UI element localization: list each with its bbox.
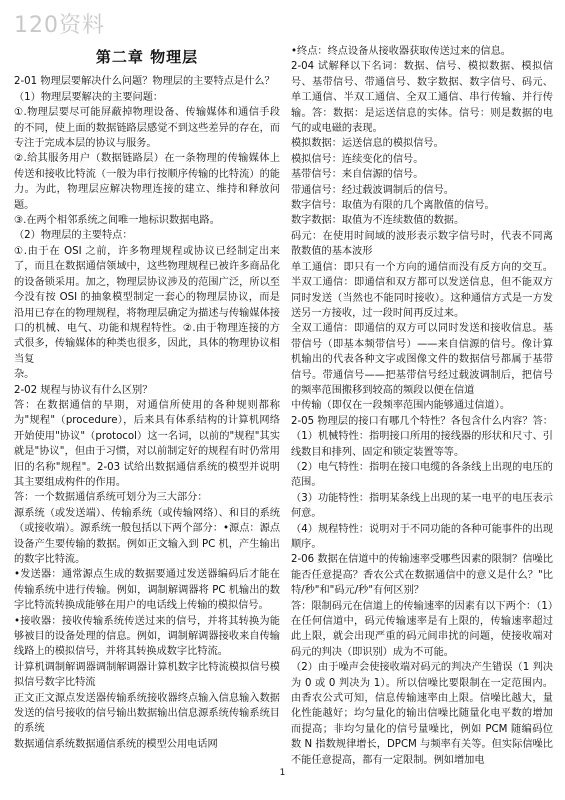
paragraph: 码元：在使用时间域的波形表示数字信号时，代表不同离散数值的基本波形 bbox=[291, 230, 553, 258]
paragraph: 基带信号：来自信源的信号。 bbox=[291, 169, 424, 181]
paragraph: 2-02 规程与协议有什么区别？ bbox=[14, 384, 153, 396]
paragraph: •发送器：通常源点生成的数据要通过发送器编码后才能在传输系统中进行传输。例如，调制解调器将 PC 机输出的数字比特流转换成能够在用户的电话线上传输的模拟信号。 bbox=[14, 569, 280, 612]
right-column bbox=[291, 44, 553, 768]
paragraph: （2）物理层的主要特点： bbox=[14, 230, 133, 242]
paragraph: 2-05 物理层的接口有哪几个特性？各包含什么内容？答：（1）机械特性：指明接口所用的接线器的形状和尺寸、引线数目和排列、固定和锁定装置等等。 bbox=[291, 415, 553, 458]
paragraph: •终点：终点设备从接收器获取传送过来的信息。 bbox=[291, 46, 511, 57]
paragraph: 数字信号：取值为有限的几个离散值的信号。 bbox=[291, 200, 495, 212]
paragraph: 答：限制码元在信道上的传输速率的因素有以下两个：（1）在任何信道中，码元传输速率是有上限的，传输速率超过此上限，就会出现严重的码元间串扰的问题，使接收端对码元的判决（即识别）成为不可能。 bbox=[291, 600, 553, 658]
paragraph: 模拟信号：连续变化的信号。 bbox=[291, 153, 424, 165]
chapter-title: 第二章 物理层 bbox=[95, 48, 199, 66]
paragraph: ①.物理层要尽可能屏蔽掉物理设备、传输媒体和通信手段的不同，使上面的数据链路层感觉不到这些差异的存在，而专注于完成本层的协议与服务。 bbox=[14, 107, 280, 150]
paragraph: ②.给其服务用户（数据链路层）在一条物理的传输媒体上传送和接收比特流（一般为串行按顺序传输的比特流）的能力。为此，物理层应解决物理连接的建立、维持和释放问题。 bbox=[14, 153, 280, 211]
paragraph: 数字数据：取值为不连续数值的数据。 bbox=[291, 215, 465, 227]
paragraph: 单工通信：即只有一个方向的通信而没有反方向的交互。半双工通信：即通信和双方都可以发送信息，但不能双方同时发送（当然也不能同时接收）。这种通信方式是一方发送另一方接收，过一段时间再反过来。 bbox=[291, 261, 553, 319]
paragraph: （2）电气特性：指明在接口电缆的各条线上出现的电压的范围。 bbox=[291, 461, 553, 489]
paragraph: ①.由于在 OSI 之前，许多物理规程或协议已经制定出来了，而且在数据通信领域中，这些物理规程已被许多商品化的设备锁采用。加之，物理层协议涉及的范围广泛，所以至今没有按 OSI 的抽象模型制定一套心的物理层协议，而是沿用已存在的物理规程，将物理层确定为描述与传输媒体接口的机械、电气、功能和规程特性。②.由于物理连接的方式很多，传输媒体的种类也很多，因此，具体的物理协议相当复 bbox=[14, 245, 280, 365]
paragraph: •接收器：接收传输系统传送过来的信号，并将其转换为能够被目的设备处理的信息。例如，调制解调器接收来自传输线路上的模拟信号，并将其转换成数字比特流。 bbox=[14, 615, 280, 658]
paragraph: 模拟数据：运送信息的模拟信号。 bbox=[291, 138, 444, 150]
page-number: 1 bbox=[279, 768, 286, 778]
paragraph: 数据通信系统数据通信系统的模型公用电话网 bbox=[14, 738, 218, 750]
paragraph: 2-04 试解释以下名词：数据、信号、模拟数据、模拟信号、基带信号、带通信号、数字数据、数字信号、码元、单工通信、半双工通信、全双工通信、串行传输、并行传输。答：数据：是运送信息的实体。信号：则是数据的电气的或电磁的表现。 bbox=[291, 61, 553, 135]
paragraph: 源系统（或发送端）、传输系统（或传输网络）、和目的系统（或接收端）。源系统一般包括以下两个部分：•源点：源点设备产生要传输的数据。例如正文输入到 PC 机，产生输出的数字比特流。 bbox=[14, 507, 280, 565]
paragraph: （1）物理层要解决的主要问题： bbox=[14, 91, 164, 103]
paragraph: ③.在两个相邻系统之间唯一地标识数据电路。 bbox=[14, 215, 220, 227]
paragraph: 2-01 物理层要解决什么问题？物理层的主要特点是什么？ bbox=[14, 76, 275, 88]
paragraph: 中传输（即仅在一段频率范围内能够通过信道）。 bbox=[291, 400, 511, 412]
paragraph: 2-06 数据在信道中的传输速率受哪些因素的限制？信噪比能否任意提高？香农公式在数据通信中的意义是什么？"比特/秒"和"码元/秒"有何区别？ bbox=[291, 554, 553, 597]
watermark-logo: 120资料 bbox=[14, 13, 105, 38]
paragraph: （4）规程特性：说明对于不同功能的各种可能事件的出现顺序。 bbox=[291, 523, 553, 550]
paragraph: （3）功能特性：指明某条线上出现的某一电平的电压表示何意。 bbox=[291, 492, 553, 520]
paragraph: 带通信号：经过载波调制后的信号。 bbox=[291, 184, 454, 196]
paragraph: 计算机调制解调器调制解调器计算机数字比特流模拟信号模拟信号数字比特流 bbox=[14, 661, 280, 689]
paragraph: 杂。 bbox=[14, 369, 35, 381]
paragraph: 全双工通信：即通信的双方可以同时发送和接收信息。基带信号（即基本频带信号）——来自信源的信号。像计算机输出的代表各种文字或图像文件的数据信号都属于基带信号。带通信号——把基带信号经过载波调制后，把信号的频率范围搬移到较高的频段以便在信道 bbox=[291, 323, 553, 396]
left-column bbox=[14, 46, 280, 752]
paragraph: 正文正文源点发送器传输系统接收器终点输入信息输入数据发送的信号接收的信号输出数据输出信息源系统传输系统目的系统 bbox=[14, 692, 280, 735]
paragraph: （2）由于噪声会使接收端对码元的判决产生错误（1 判决为 0 或 0 判决为 1）。所以信噪比要限制在一定范围内。由香农公式可知，信息传输速率由上限。信噪比越大，量化性能越好；均匀量化的输出信噪比随量化电平数的增加而提高；非均匀量化的信号量噪比，例如 PCM 随编码位数 N 指数规律增长，DPCM 与频率有关等。但实际信噪比不能任意提高，都有一定限制。例如增加电 bbox=[291, 662, 553, 766]
paragraph: 答：一个数据通信系统可划分为三大部分： bbox=[14, 492, 208, 504]
paragraph: 答：在数据通信的早期，对通信所使用的各种规则都称为"规程"（procedure），后来具有体系结构的计算机网络开始使用"协议"（protocol）这一名词，以前的"规程"其实就是"协议"，但由于习惯，对以前制定好的规程有时仍常用旧的名称"规程"。2-03 试给出数据通信系统的模型并说明其主要组成构件的作用。 bbox=[14, 399, 280, 488]
